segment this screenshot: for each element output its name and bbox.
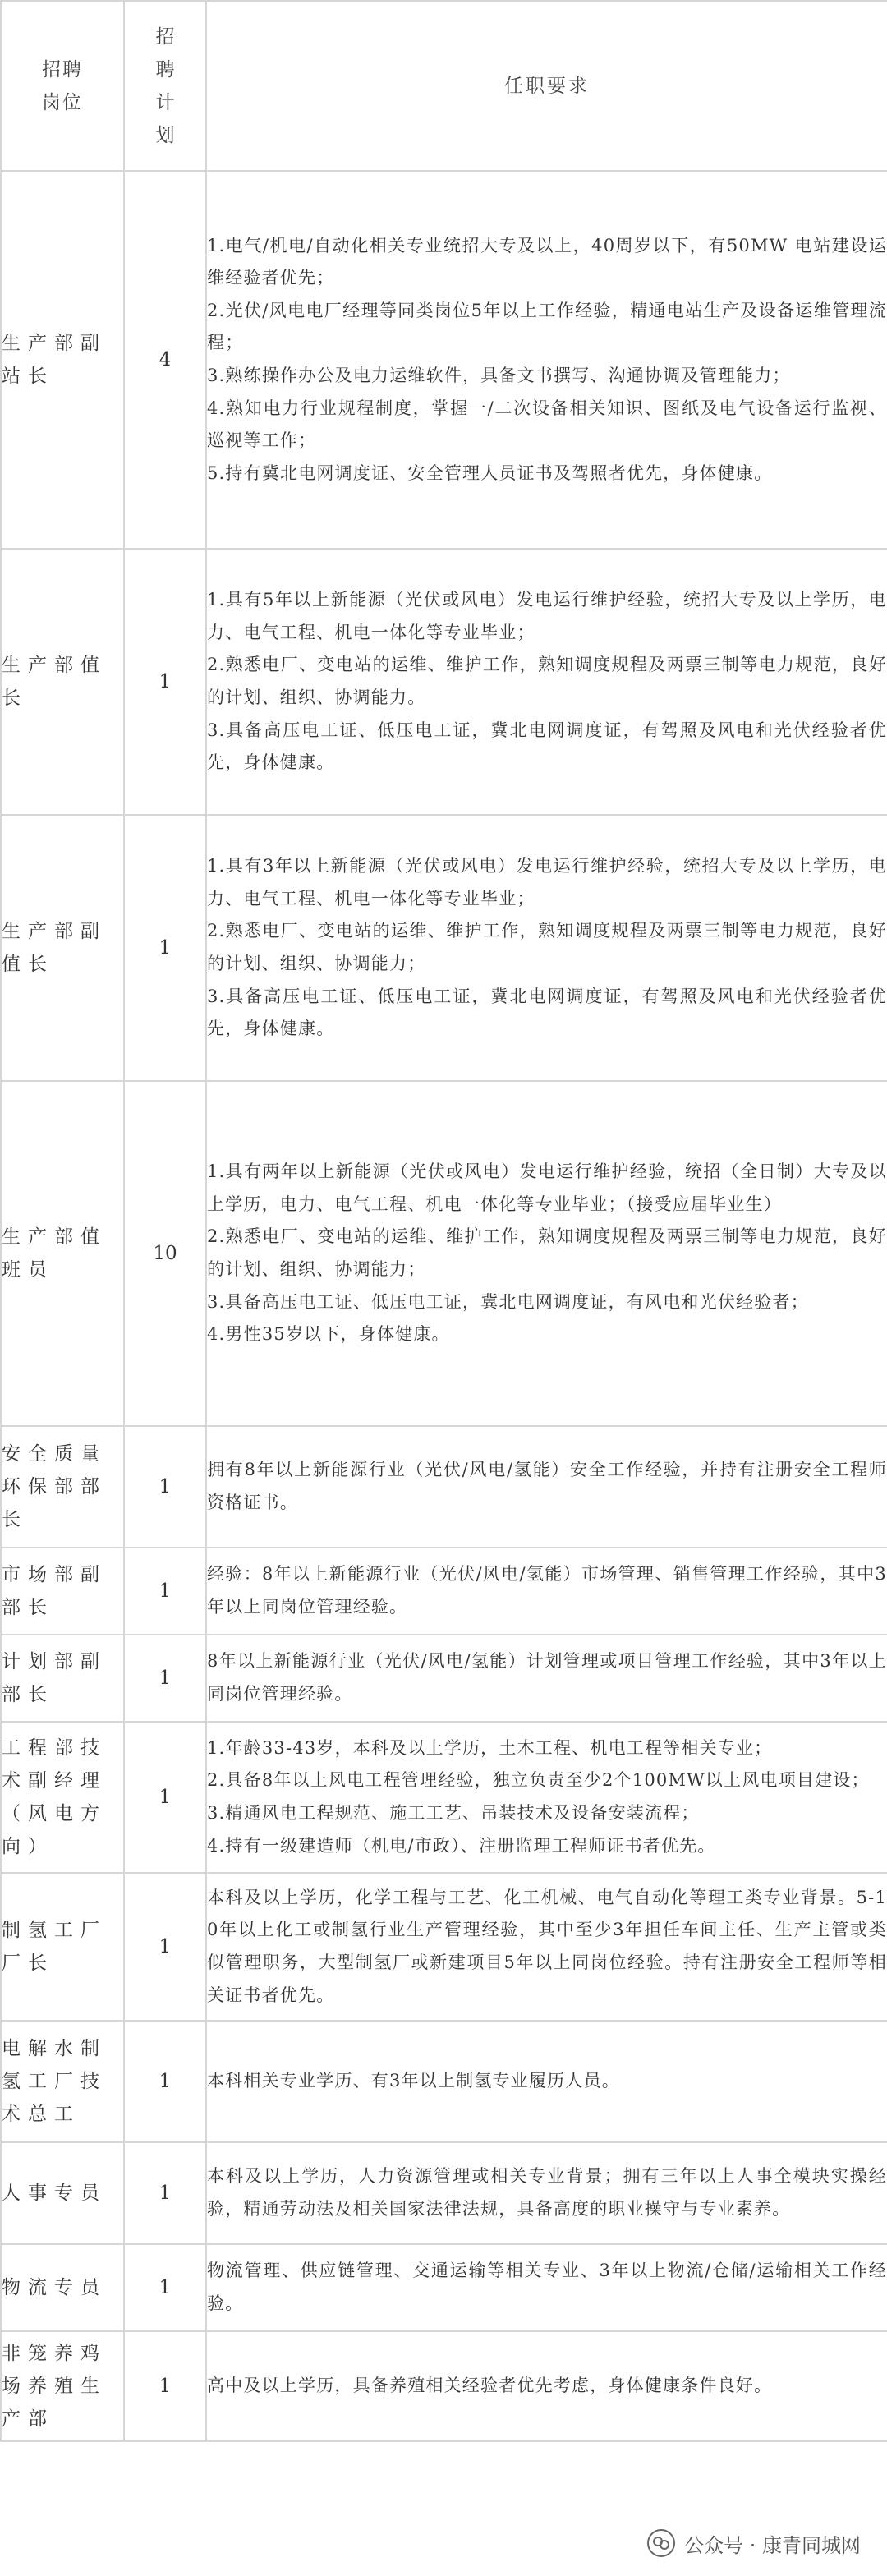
requirement-item: 5.持有冀北电网调度证、安全管理人员证书及驾照者优先，身体健康。 bbox=[207, 462, 773, 483]
position-cell: 非笼养鸡场养殖生产部 bbox=[1, 2331, 124, 2441]
requirement-item: 4.熟知电力行业规程制度，掌握一/二次设备相关知识、图纸及电气设备运行监视、巡视等工作； bbox=[207, 398, 887, 451]
position-cell: 人事专员 bbox=[1, 2142, 124, 2244]
table-row bbox=[1, 2021, 887, 2142]
requirement-item: 本科及以上学历，化学工程与工艺、化工机械、电气自动化等理工类专业背景。5-10年以上化工或制氢行业生产管理经验，其中至少3年担任车间主任、生产主管或类似管理职务，大型制氢厂或新建项目5年以上同岗位经验。持有注册安全工程师等相关证书者优先。 bbox=[207, 1887, 887, 2005]
requirement-item: 本科及以上学历，人力资源管理或相关专业背景；拥有三年以上人事全模块实操经验，精通劳动法及相关国家法律法规，具备高度的职业操守与专业素养。 bbox=[207, 2166, 887, 2219]
table-row bbox=[1, 1722, 887, 1873]
requirements-cell bbox=[206, 1081, 887, 1426]
requirements-cell bbox=[206, 549, 887, 815]
requirement-item: 高中及以上学历，具备养殖相关经验者优先考虑，身体健康条件良好。 bbox=[207, 2376, 773, 2396]
requirement-item: 物流管理、供应链管理、交通运输等相关专业、3年以上物流/仓储/运输相关工作经验。 bbox=[207, 2261, 887, 2313]
table-row bbox=[1, 1426, 887, 1548]
plan-cell: 1 bbox=[124, 1873, 206, 2021]
table-header-row bbox=[1, 1, 887, 171]
plan-cell: 1 bbox=[124, 2021, 206, 2142]
table-row bbox=[1, 1081, 887, 1426]
watermark-text: 公众号 · 康青同城网 bbox=[684, 2533, 861, 2557]
table-row bbox=[1, 1548, 887, 1635]
requirement-item: 1.电气/机电/自动化相关专业统招大专及以上，40周岁以下，有50MW 电站建设运维经验者优先； bbox=[207, 235, 887, 288]
requirement-item: 1.具有3年以上新能源（光伏或风电）发电运行维护经验，统招大专及以上学历，电力、电气工程、机电一体化等专业毕业； bbox=[207, 856, 887, 908]
table-row bbox=[1, 2142, 887, 2244]
watermark bbox=[640, 2525, 867, 2561]
table-row bbox=[1, 815, 887, 1081]
requirement-item: 4.男性35岁以下，身体健康。 bbox=[207, 1324, 450, 1345]
plan-cell: 1 bbox=[124, 1635, 206, 1722]
requirement-item: 2.熟悉电厂、变电站的运维、维护工作，熟知调度规程及两票三制等电力规范，良好的计划、组织、协调能力； bbox=[207, 921, 887, 973]
requirements-cell bbox=[206, 1635, 887, 1722]
position-cell: 计划部副部长 bbox=[1, 1635, 124, 1722]
position-cell: 生产部副站长 bbox=[1, 171, 124, 549]
plan-cell: 1 bbox=[124, 549, 206, 815]
requirements-cell bbox=[206, 2331, 887, 2441]
position-cell: 工程部技术副经理（风电方向） bbox=[1, 1722, 124, 1873]
position-cell: 生产部值长 bbox=[1, 549, 124, 815]
plan-cell: 1 bbox=[124, 1548, 206, 1635]
requirement-item: 2.熟悉电厂、变电站的运维、维护工作，熟知调度规程及两票三制等电力规范，良好的计划、组织、协调能力。 bbox=[207, 655, 887, 707]
position-cell: 安全质量环保部部长 bbox=[1, 1426, 124, 1548]
position-cell: 制氢工厂厂长 bbox=[1, 1873, 124, 2021]
plan-cell: 10 bbox=[124, 1081, 206, 1426]
table-row bbox=[1, 549, 887, 815]
requirements-cell bbox=[206, 1873, 887, 2021]
plan-cell: 4 bbox=[124, 171, 206, 549]
requirements-cell bbox=[206, 1722, 887, 1873]
plan-cell: 1 bbox=[124, 2244, 206, 2331]
requirement-item: 1.年龄33-43岁，本科及以上学历，土木工程、机电工程等相关专业； bbox=[207, 1737, 773, 1758]
position-cell: 生产部副值长 bbox=[1, 815, 124, 1081]
position-cell: 市场部副部长 bbox=[1, 1548, 124, 1635]
table-row bbox=[1, 2244, 887, 2331]
table-row bbox=[1, 1873, 887, 2021]
table-row bbox=[1, 1635, 887, 1722]
requirements-cell bbox=[206, 1548, 887, 1635]
requirement-item: 拥有8年以上新能源行业（光伏/风电/氢能）安全工作经验，并持有注册安全工程师资格证书。 bbox=[207, 1460, 887, 1512]
requirements-cell bbox=[206, 2244, 887, 2331]
position-cell: 物流专员 bbox=[1, 2244, 124, 2331]
requirements-cell bbox=[206, 2142, 887, 2244]
requirement-item: 3.具备高压电工证、低压电工证，冀北电网调度证，有风电和光伏经验者； bbox=[207, 1291, 809, 1312]
requirement-item: 经验：8年以上新能源行业（光伏/风电/氢能）市场管理、销售管理工作经验，其中3年以上同岗位管理经验。 bbox=[207, 1564, 887, 1617]
plan-cell: 1 bbox=[124, 1426, 206, 1548]
header-position: 招聘 岗位 bbox=[1, 1, 124, 171]
requirements-cell bbox=[206, 171, 887, 549]
plan-cell: 1 bbox=[124, 1722, 206, 1873]
table-row bbox=[1, 2331, 887, 2441]
requirement-item: 2.熟悉电厂、变电站的运维、维护工作，熟知调度规程及两票三制等电力规范，良好的计划、组织、协调能力； bbox=[207, 1226, 887, 1279]
plan-cell: 1 bbox=[124, 2331, 206, 2441]
requirement-item: 2.光伏/风电电厂经理等同类岗位5年以上工作经验，精通电站生产及设备运维管理流程； bbox=[207, 300, 887, 353]
requirements-cell bbox=[206, 2021, 887, 2142]
requirement-item: 8年以上新能源行业（光伏/风电/氢能）计划管理或项目管理工作经验，其中3年以上同岗位管理经验。 bbox=[207, 1651, 887, 1704]
requirement-item: 4.持有一级建造师（机电/市政）、注册监理工程师证书者优先。 bbox=[207, 1835, 716, 1856]
wechat-official-account-icon bbox=[646, 2528, 676, 2558]
requirement-item: 2.具备8年以上风电工程管理经验，独立负责至少2个100MW以上风电项目建设； bbox=[207, 1770, 870, 1791]
requirement-item: 3.具备高压电工证、低压电工证，冀北电网调度证，有驾照及风电和光伏经验者优先，身体健康。 bbox=[207, 986, 887, 1039]
requirement-item: 3.熟练操作办公及电力运维软件，具备文书撰写、沟通协调及管理能力； bbox=[207, 366, 791, 385]
requirements-cell bbox=[206, 1426, 887, 1548]
requirement-item: 本科相关专业学历、有3年以上制氢专业履历人员。 bbox=[207, 2071, 620, 2091]
requirement-item: 3.具备高压电工证、低压电工证，冀北电网调度证，有驾照及风电和光伏经验者优先，身体健康。 bbox=[207, 720, 887, 773]
position-cell: 生产部值班员 bbox=[1, 1081, 124, 1426]
table-row bbox=[1, 171, 887, 549]
requirement-item: 1.具有5年以上新能源（光伏或风电）发电运行维护经验，统招大专及以上学历，电力、电气工程、机电一体化等专业毕业； bbox=[207, 590, 887, 642]
position-cell: 电解水制氢工厂技术总工 bbox=[1, 2021, 124, 2142]
requirement-item: 3.精通风电工程规范、施工工艺、吊装技术及设备安装流程； bbox=[207, 1803, 700, 1823]
requirements-cell bbox=[206, 815, 887, 1081]
plan-cell: 1 bbox=[124, 815, 206, 1081]
header-plan: 招 聘 计 划 bbox=[124, 1, 206, 171]
header-requirements: 任职要求 bbox=[206, 1, 887, 171]
plan-cell: 1 bbox=[124, 2142, 206, 2244]
requirement-item: 1.具有两年以上新能源（光伏或风电）发电运行维护经验，统招（全日制）大专及以上学历，电力、电气工程、机电一体化等专业毕业；（接受应届毕业生） bbox=[207, 1162, 887, 1214]
